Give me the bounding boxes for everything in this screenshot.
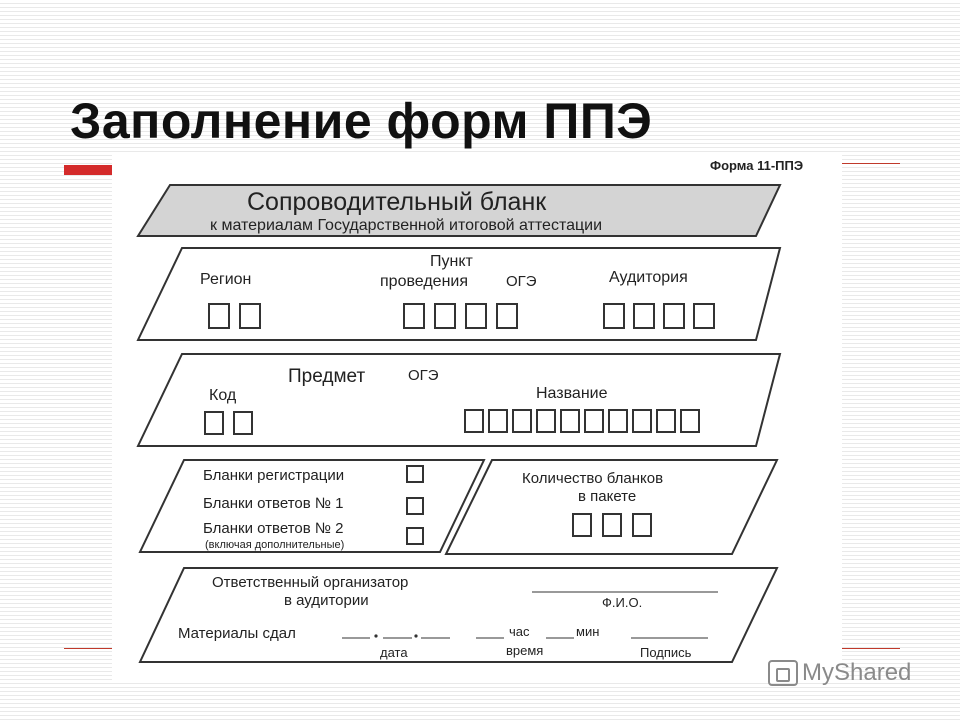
organizer-label-2: в аудитории (284, 592, 369, 609)
handed-label: Материалы сдал (178, 625, 296, 642)
accent-line (836, 648, 900, 649)
point-label-2: проведения (380, 273, 468, 290)
form-title: Сопроводительный бланк (247, 188, 547, 216)
signature-caption: Подпись (640, 645, 692, 660)
minutes-label: мин (576, 624, 600, 639)
code-label: Код (209, 387, 237, 404)
organizer-label-1: Ответственный организатор (212, 574, 409, 591)
exam-type-location: ОГЭ (506, 273, 537, 290)
room-label: Аудитория (609, 269, 688, 286)
forms-item-answers-1: Бланки ответов № 1 (203, 495, 344, 512)
forms-item-answers-2: Бланки ответов № 2 (203, 520, 344, 537)
date-separator (414, 634, 417, 637)
name-label: Название (536, 385, 608, 402)
myshared-watermark (768, 656, 911, 690)
date-caption: дата (380, 645, 408, 660)
forms-item-registration: Бланки регистрации (203, 467, 345, 484)
subject-title: Предмет (288, 366, 366, 387)
presentation-icon (768, 660, 798, 686)
count-label-1: Количество бланков (522, 470, 664, 487)
accent-line (836, 163, 900, 164)
fio-caption: Ф.И.О. (602, 595, 643, 610)
slide-title: Заполнение форм ППЭ (70, 93, 653, 149)
accent-line (64, 648, 114, 649)
time-caption: время (506, 643, 544, 658)
date-separator (374, 634, 377, 637)
form-code: Форма 11-ППЭ (710, 158, 804, 173)
form-11-ppe-image (112, 152, 842, 680)
hours-label: час (509, 624, 530, 639)
form-subtitle: к материалам Государственной итоговой аттестации (210, 217, 603, 234)
exam-type-subject: ОГЭ (408, 367, 439, 384)
forms-item-note: (включая дополнительные) (205, 539, 345, 551)
watermark-text: MyShared (802, 659, 912, 686)
count-label-2: в пакете (578, 488, 637, 505)
region-label: Регион (200, 271, 252, 288)
point-label-1: Пункт (430, 253, 473, 270)
title-accent-bar (64, 165, 114, 175)
